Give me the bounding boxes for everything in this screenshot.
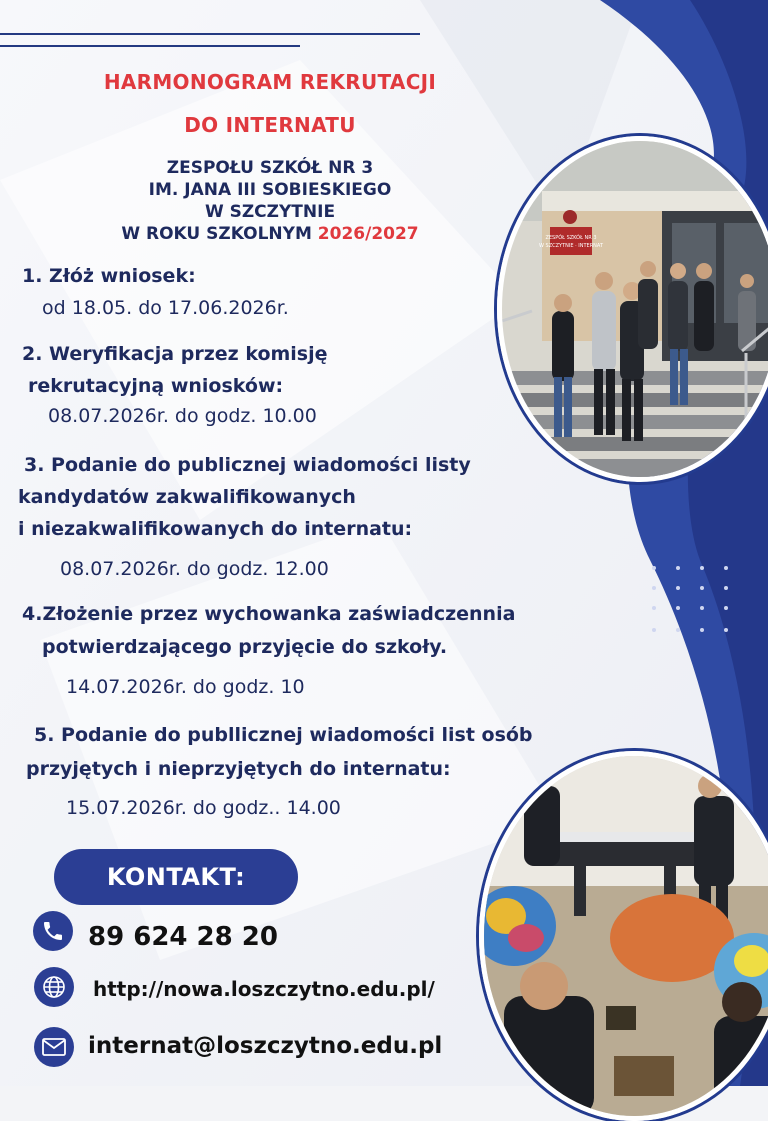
title-line-2: DO INTERNATU — [184, 113, 356, 137]
school-year: 2026/2027 — [317, 224, 419, 244]
top-line-short — [0, 45, 300, 47]
step-4-title-1: 4.Złożenie przez wychowanka zaświadczennia — [22, 603, 516, 625]
contact-phone[interactable]: 89 624 28 20 — [88, 922, 278, 952]
step-1-date: od 18.05. do 17.06.2026r. — [42, 297, 289, 319]
step-5-title-2: przyjętych i nieprzyjętych do internatu: — [26, 758, 451, 780]
step-3-title-2: kandydatów zakwalifikowanych — [18, 486, 356, 508]
step-3-date: 08.07.2026r. do godz. 12.00 — [60, 558, 329, 580]
step-3-title-3: i niezakwalifikowanych do internatu: — [18, 518, 413, 540]
contact-heading: KONTAKT: — [54, 849, 298, 905]
school-sign-text: ZESPÓŁ SZKÓŁ NR 3 — [545, 235, 597, 241]
contact-website[interactable]: http://nowa.loszczytno.edu.pl/ — [93, 977, 435, 1001]
step-2-date: 08.07.2026r. do godz. 10.00 — [48, 405, 317, 427]
school-sign — [550, 227, 592, 255]
school-sign-text: W SZCZYTNIE · INTERNAT — [538, 243, 604, 249]
step-2-title-1: 2. Weryfikacja przez komisję — [22, 343, 328, 365]
step-5-date: 15.07.2026r. do godz.. 14.00 — [66, 797, 341, 819]
step-2-title-2: rekrutacyjną wniosków: — [28, 375, 284, 397]
step-1-title: 1. Złóż wniosek: — [22, 265, 196, 287]
envelope-icon — [34, 1027, 74, 1067]
contact-email[interactable]: internat@loszczytno.edu.pl — [88, 1033, 443, 1059]
school-year-prefix: W ROKU SZKOLNYM — [121, 224, 312, 244]
title-line-1: HARMONOGRAM REKRUTACJI — [103, 70, 437, 94]
step-4-title-2: potwierdzającego przyjęcie do szkoły. — [42, 636, 448, 658]
photo-school-entrance — [497, 136, 768, 482]
step-5-title-1: 5. Podanie do publlicznej wiadomości list osób — [34, 724, 533, 746]
top-line-long — [0, 33, 420, 35]
photo-common-room — [479, 751, 768, 1121]
school-year-line — [40, 223, 500, 245]
globe-icon — [34, 967, 74, 1007]
step-3-title-1: 3. Podanie do publicznej wiadomości listy — [24, 454, 471, 476]
step-4-date: 14.07.2026r. do godz. 10 — [66, 676, 305, 698]
school-line-2: IM. JANA III SOBIESKIEGO — [148, 180, 392, 200]
phone-icon — [33, 911, 73, 951]
school-line-3: W SZCZYTNIE — [204, 202, 336, 222]
school-line-1: ZESPOŁU SZKÓŁ NR 3 — [166, 158, 374, 178]
